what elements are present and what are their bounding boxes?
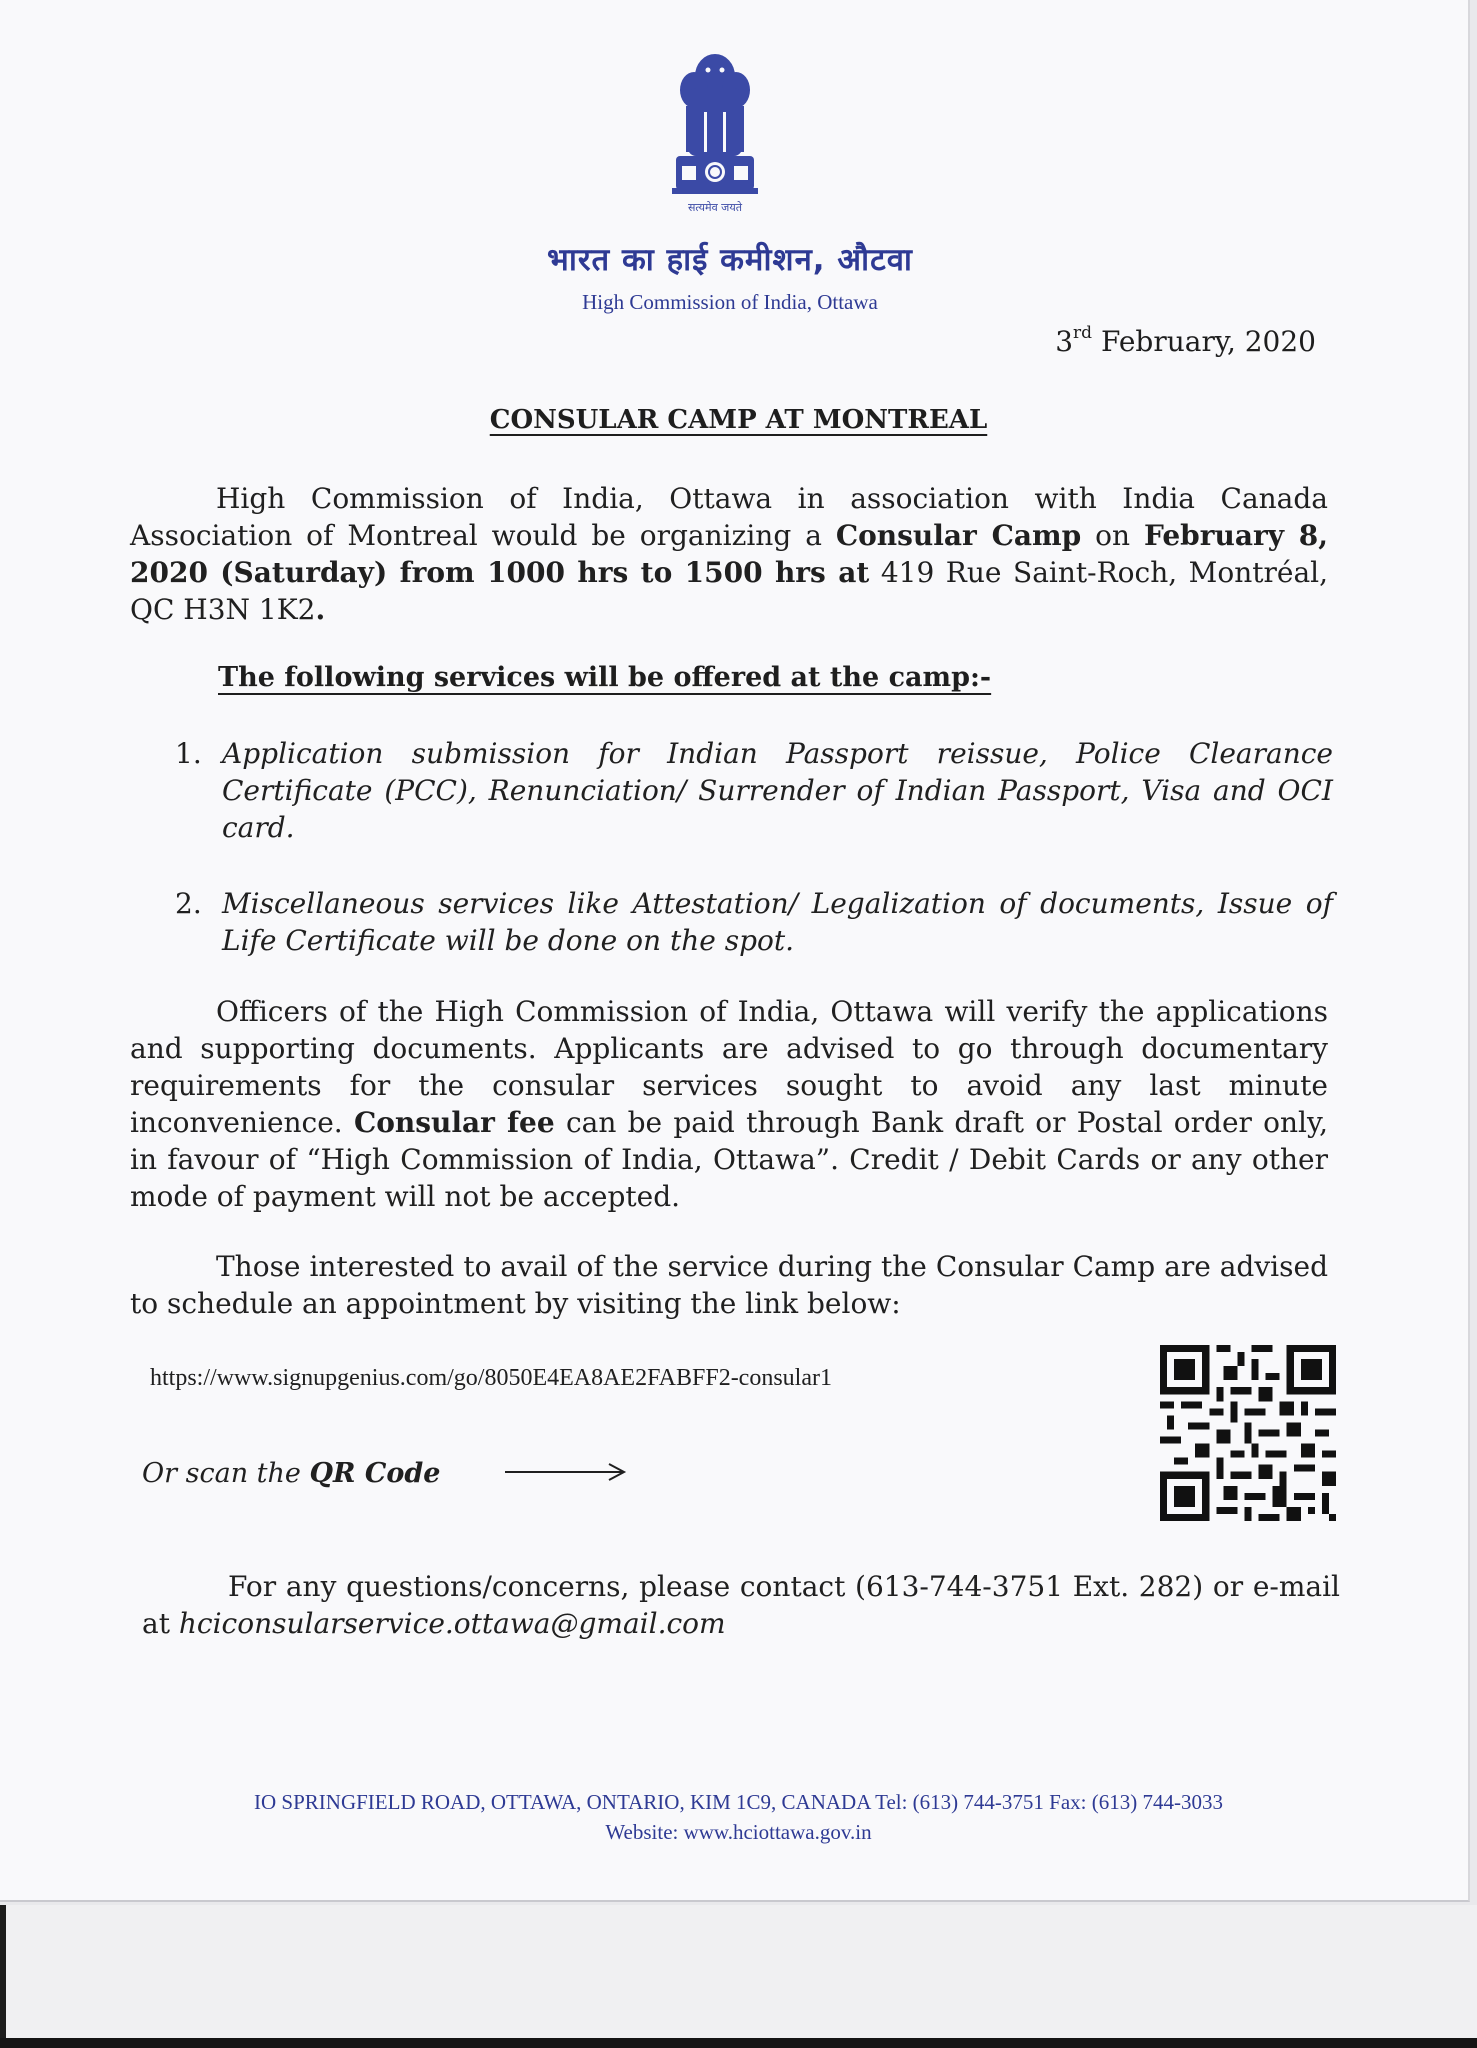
contact-paragraph: For any questions/concerns, please contact (613-744-3751 Ext. 282) or e-mail at hciconsularservice.ottawa@gmail.com	[142, 1570, 1340, 1640]
services-heading: The following services will be offered at the camp:-	[218, 662, 992, 693]
services-list	[175, 735, 1333, 998]
footer-website[interactable]: Website: www.hciottawa.gov.in	[605, 1820, 872, 1844]
footer-address: IO SPRINGFIELD ROAD, OTTAWA, ONTARIO, KIM 1C9, CANADA Tel: (613) 744-3751 Fax: (613) 744-3033	[254, 1790, 1223, 1814]
officers-paragraph: Officers of the High Commission of India, Ottawa will verify the applications and supporting documents. Applicants are advised to go through documentary requirements for the consular services sought to avoid any last minute inconvenience. Consular fee can be paid through Bank draft or Postal order only, in favour of “High Commission of India, Ottawa”. Credit / Debit Cards or any other mode of payment will not be accepted.	[130, 995, 1329, 1213]
letter-date: 3rd February, 2020	[1055, 323, 1316, 358]
scan-bottom-edge	[0, 2038, 1477, 2048]
page-title: CONSULAR CAMP AT MONTREAL	[489, 405, 988, 435]
qr-code-icon[interactable]	[1160, 1345, 1336, 1521]
list-item: 2. Miscellaneous services like Attestation/ Legalization of documents, Issue of Life Certificate will be done on the spot.	[175, 887, 1333, 957]
signup-link[interactable]: https://www.signupgenius.com/go/8050E4EA8AE2FABFF2-consular1	[150, 1365, 832, 1391]
list-item: 1. Application submission for Indian Passport reissue, Police Clearance Certificate (PCC), Renunciation/ Surrender of Indian Passport, Visa and OCI card.	[175, 737, 1333, 844]
letterhead-hindi-name: भारत का हाई कमीशन, औटवा	[547, 242, 913, 278]
emblem-motto: सत्यमेव जयते	[687, 201, 743, 214]
qr-prompt: Or scan the QR Code	[142, 1458, 441, 1489]
scan-edge-line	[0, 1905, 6, 2048]
arrow-right-icon	[505, 1460, 627, 1484]
letterhead-english-name: High Commission of India, Ottawa	[582, 290, 878, 314]
appointment-paragraph: Those interested to avail of the service during the Consular Camp are advised to schedule an appointment by visiting the link below:	[130, 1250, 1328, 1320]
intro-paragraph: High Commission of India, Ottawa in association with India Canada Association of Montreal would be organizing a Consular Camp on February 8, 2020 (Saturday) from 1000 hrs to 1500 hrs at 419 Rue Saint-Roch, Montréal, QC H3N 1K2.	[130, 482, 1328, 626]
contact-email[interactable]: hciconsularservice.ottawa@gmail.com	[178, 1607, 726, 1640]
scan-margin	[0, 1905, 1477, 2048]
national-emblem-icon	[660, 48, 770, 218]
